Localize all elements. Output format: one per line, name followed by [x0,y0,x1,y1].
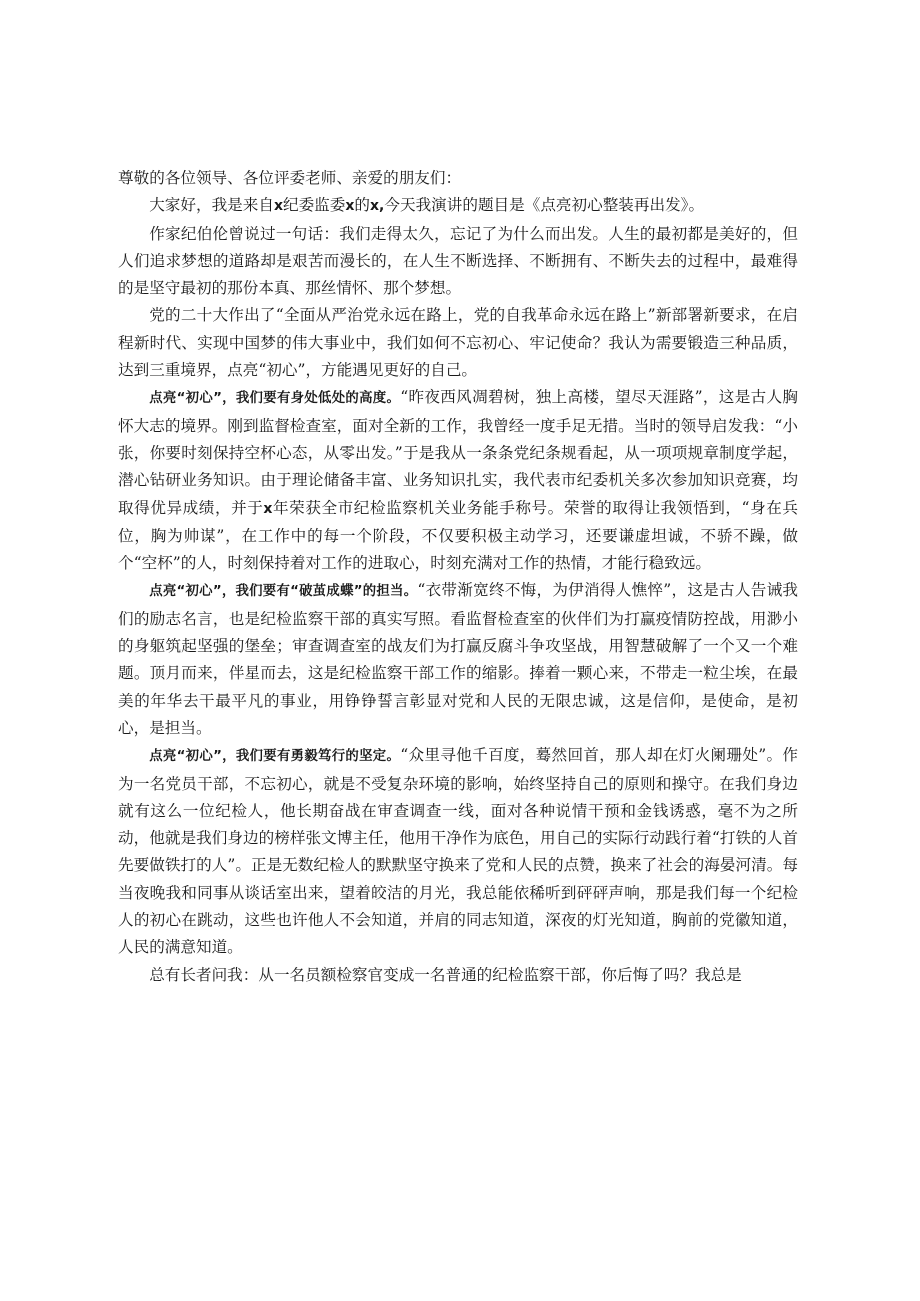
intro-x1: x [273,198,283,215]
paragraph-height [118,384,798,577]
intro-paragraph [118,192,798,220]
paragraph-firmness-lead: 点亮“初心”，我们要有勇毅笃行的坚定。 [149,749,401,765]
intro-part3: 的 [354,196,371,215]
paragraph-height-x: x [263,500,273,517]
document-page [118,165,798,989]
paragraph-firmness [118,742,798,961]
intro-part1: 大家好，我是来自 [149,196,274,215]
paragraph-height-text-b: 年荣获全市纪检监察机关业务能手称号。荣誉的取得让我领悟到，“身在兵位，胸为帅谋”，在工作中的每一个阶段，不仅要积极主动学习，还要谦虚坦诚，不骄不躁，做个“空杯”的人，时刻保持着对工作的进取心，时刻充满对工作的热情，才能行稳致远。 [118,498,798,573]
intro-part2: 纪委监委 [282,196,346,215]
intro-x2: x [345,198,355,215]
paragraph-elder-question: 总有长者问我：从一名员额检察官变成一名普通的纪检监察干部，你后悔了吗？我总是 [149,965,742,984]
paragraph-responsibility [118,577,798,742]
paragraph-responsibility-text: “衣带渐宽终不悔，为伊消得人憔悴”，这是古人告诫我们的励志名言，也是纪检监察干部的真实写照。看监督检查室的伙伴们为打赢疫情防控战，用渺小的身躯筑起坚强的堡垒；审查调查室的战友们为打赢反腐斗争攻坚战，用智慧破解了一个又一个难题。顶月而来，伴星而去，这是纪检监察干部工作的缩影。捧着一颗心来，不带走一粒尘埃，在最美的年华去干最平凡的事业，用铮铮誓言彰显对党和人民的无限忠诚，这是信仰，是使命，是初心，是担当。 [118,581,799,737]
intro-x3: x, [370,198,385,215]
paragraph-party-congress: 党的二十大作出了“全面从严治党永远在路上，党的自我革命永远在路上”新部署新要求，在启程新时代、实现中国梦的伟大事业中，我们如何不忘初心、牢记使命？我认为需要锻造三种品质，达到三重境界，点亮“初心”，方能遇见更好的自己。 [118,306,798,380]
paragraph-gibran-quote: 作家纪伯伦曾说过一句话：我们走得太久，忘记了为什么而出发。人生的最初都是美好的，但人们追求梦想的道路却是艰苦而漫长的，在人生不断选择、不断拥有、不断失去的过程中，最难得的是坚守最初的那份本真、那丝情怀、那个梦想。 [118,224,798,298]
paragraph-firmness-text: “众里寻他千百度，蓦然回首，那人却在灯火阑珊处”。作为一名党员干部，不忘初心，就是不受复杂环境的影响，始终坚持自己的原则和操守。在我们身边就有这么一位纪检人，他长期奋战在审查调查一线，面对各种说情干预和金钱诱惑，毫不为之所动，他就是我们身边的榜样张文博主任，他用干净作为底色，用自己的实际行动践行着“打铁的人首先要做铁打的人”。正是无数纪检人的默默坚守换来了党和人民的点赞，换来了社会的海晏河清。每当夜晚我和同事从谈话室出来，望着皎洁的月光，我总能依稀听到砰砰声响，那是我们每一个纪检人的初心在跳动，这些也许他人不会知道，并肩的同志知道，深夜的灯光知道，胸前的党徽知道，人民的满意知道。 [118,746,798,957]
paragraph-height-text-a: “昨夜西风凋碧树，独上高楼，望尽天涯路”，这是古人胸怀大志的境界。刚到监督检查室，面对全新的工作，我曾经一度手足无措。当时的领导启发我：“小张，你要时刻保持空杯心态，从零出发。”于是我从一条条党纪条规看起，从一项项规章制度学起，潜心钻研业务知识。由于理论储备丰富、业务知识扎实，我代表市纪委机关多次参加知识竞赛，均取得优异成绩，并于 [118,388,798,517]
paragraph-responsibility-lead: 点亮“初心”，我们要有“破茧成蝶”的担当。 [149,584,418,600]
greeting: 尊敬的各位领导、各位评委老师、亲爱的朋友们： [118,169,462,187]
intro-part4: 今天我演讲的题目是《点亮初心整装再出发》。 [384,196,705,215]
paragraph-height-lead: 点亮“初心”，我们要有身处低处的高度。 [149,391,401,407]
